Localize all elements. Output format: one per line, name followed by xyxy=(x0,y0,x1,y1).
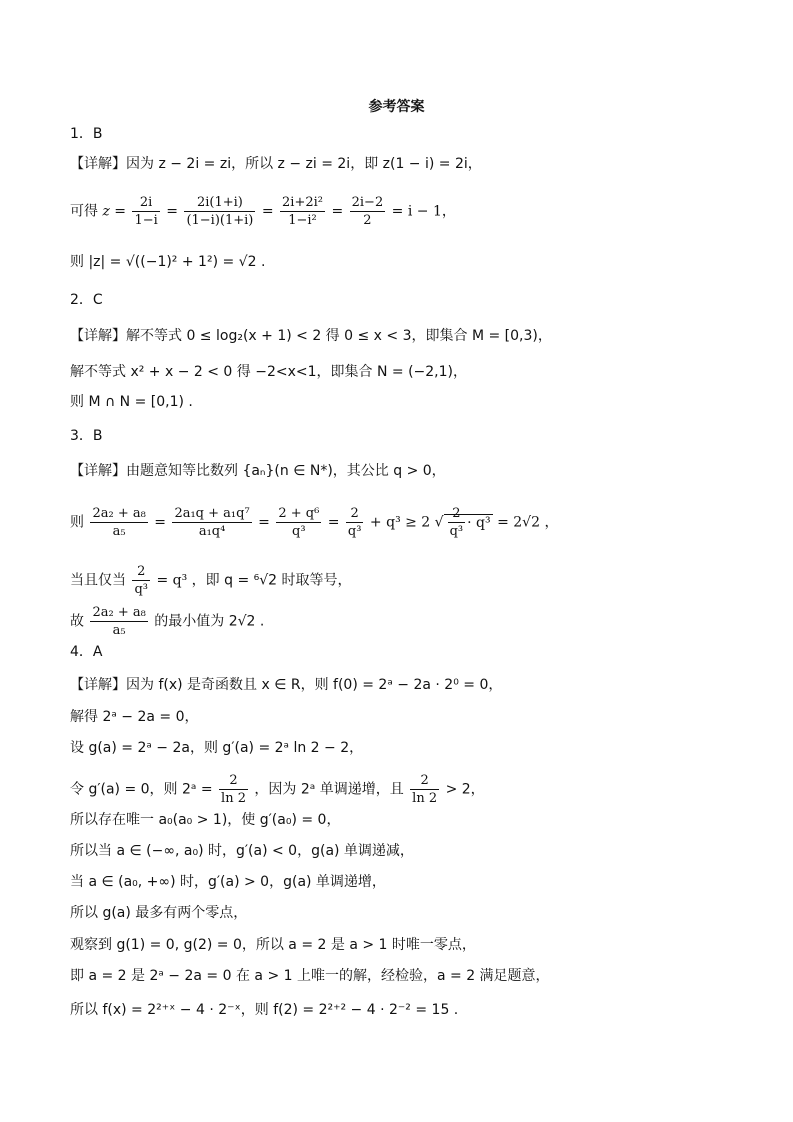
q3-inequality: + q³ ≥ 2 xyxy=(369,514,431,531)
q3-line2-prefix: 则 xyxy=(70,514,84,531)
q1-detail-line-1: 【详解】因为 z − 2i = zi，所以 z − zi = 2i，即 z(1 − i) = 2i， xyxy=(70,156,482,172)
q2-answer: 2．C xyxy=(70,292,103,308)
q4-detail-line-10: 即 a = 2 是 2ᵃ − 2a = 0 在 a > 1 上唯一的解，经检验，a = 2 满足题意， xyxy=(70,968,550,984)
page-title: 参考答案 xyxy=(368,99,425,115)
q4-detail-line-11: 所以 f(x) = 2²⁺ˣ − 4 · 2⁻ˣ，则 f(2) = 2²⁺² − 4 · 2⁻² = 15 . xyxy=(70,1002,459,1018)
q3-result: = 2√2 ， xyxy=(497,514,559,531)
q2-detail-line-3: 则 M ∩ N = [0,1) . xyxy=(70,394,193,410)
q3-radical: √ $\frac{2}{\text{q³}}$ · q³ xyxy=(434,506,491,539)
q4-fraction-1: $\frac{2}{\ln 2}$ xyxy=(221,773,246,806)
q3-fraction-1: $\frac{\text{2a₂ + a₈}}{\text{a₅}}$ xyxy=(92,506,146,539)
q3-min-fraction: $\frac{\text{2a₂ + a₈}}{\text{a₅}}$ xyxy=(92,605,146,638)
q4-detail-line-3: 设 g(a) = 2ᵃ − 2a，则 g′(a) = 2ᵃ ln 2 − 2， xyxy=(70,740,364,756)
q1-answer: 1．B xyxy=(70,126,103,142)
q1-result: = i − 1， xyxy=(391,203,456,220)
q4-detail-line-4: 令 g′(a) = 0，则 2ᵃ = $\frac{2}{\ln 2}$ ，因为 2ᵃ 单调递增，且 $\frac{2}{\ln 2}$ > 2， xyxy=(70,773,485,806)
q3-fraction-3: $\frac{\text{2 + q⁶}}{\text{q³}}$ xyxy=(278,506,320,539)
q3-detail-line-2: 则 $\frac{\text{2a₂ + a₈}}{\text{a₅}}$ = $\frac{\text{2a₁q + a₁q⁷}}{\text{a₁q⁴}}$ = $\frac{\text{2 + q⁶}}{\text{q³}}$ = $\frac{2}{\text{q³}}$ + q³ ≥ 2 √ $\frac{2}{\text{q³}}$ · q³ = 2√2 ， xyxy=(70,506,559,539)
q1-fraction-1: $\frac{2i}{1-i}$ xyxy=(134,195,158,228)
q1-line2-prefix: 可得 xyxy=(70,203,98,220)
q4-fraction-2: $\frac{2}{\ln 2}$ xyxy=(412,773,438,806)
q3-detail-line-4: 故 $\frac{\text{2a₂ + a₈}}{\text{a₅}}$ 的最小值为 2√2 . xyxy=(70,605,265,638)
q3-fraction-4: $\frac{2}{\text{q³}}$ xyxy=(347,506,362,539)
q4-detail-line-1: 【详解】因为 f(x) 是奇函数且 x ∈ R，则 f(0) = 2ᵃ − 2a · 2⁰ = 0， xyxy=(70,677,503,693)
var-z: z = xyxy=(102,203,127,220)
q4-detail-line-5: 所以存在唯一 a₀(a₀ > 1)，使 g′(a₀) = 0， xyxy=(70,812,341,828)
q4-detail-line-9: 观察到 g(1) = 0, g(2) = 0，所以 a = 2 是 a > 1 时唯一零点， xyxy=(70,937,476,953)
q3-answer: 3．B xyxy=(70,428,103,444)
q4-detail-line-8: 所以 g(a) 最多有两个零点， xyxy=(70,905,248,921)
q1-fraction-2: $\frac{2i(1+i)}{(1-i)(1+i)}$ xyxy=(186,195,254,228)
q4-answer: 4．A xyxy=(70,644,103,660)
q4-detail-line-2: 解得 2ᵃ − 2a = 0， xyxy=(70,709,199,725)
q1-fraction-4: $\frac{2i-2}{2}$ xyxy=(351,195,384,228)
q3-detail-line-3: 当且仅当 $\frac{2}{\text{q³}}$ = q³ ，即 q = ⁶√2 时取等号， xyxy=(70,564,352,597)
q3-detail-line-1: 【详解】由题意知等比数列 {aₙ}(n ∈ N*)，其公比 q > 0， xyxy=(70,463,446,479)
q2-detail-line-1: 【详解】解不等式 0 ≤ log₂(x + 1) < 2 得 0 ≤ x < 3，即集合 M = [0,3)， xyxy=(70,328,552,344)
q3-condition-fraction: $\frac{2}{\text{q³}}$ xyxy=(134,564,148,597)
q4-detail-line-6: 所以当 a ∈ (−∞, a₀) 时，g′(a) < 0，g(a) 单调递减， xyxy=(70,843,414,859)
q1-detail-line-2: 可得 z = $\frac{2i}{1-i}$ = $\frac{2i(1+i)}{(1-i)(1+i)}$ = $\frac{\text{2i+2i²}}{\text{1−i²}}$ = $\frac{2i-2}{2}$ = i − 1， xyxy=(70,195,456,228)
q4-detail-line-7: 当 a ∈ (a₀, +∞) 时，g′(a) > 0，g(a) 单调递增， xyxy=(70,874,386,890)
q1-detail-line-3: 则 |z| = √((−1)² + 1²) = √2 . xyxy=(70,254,266,270)
q3-fraction-2: $\frac{\text{2a₁q + a₁q⁷}}{\text{a₁q⁴}}$ xyxy=(174,506,250,539)
q2-detail-line-2: 解不等式 x² + x − 2 < 0 得 −2<x<1，即集合 N = (−2,1)， xyxy=(70,364,468,380)
q1-fraction-3: $\frac{\text{2i+2i²}}{\text{1−i²}}$ xyxy=(282,195,323,228)
